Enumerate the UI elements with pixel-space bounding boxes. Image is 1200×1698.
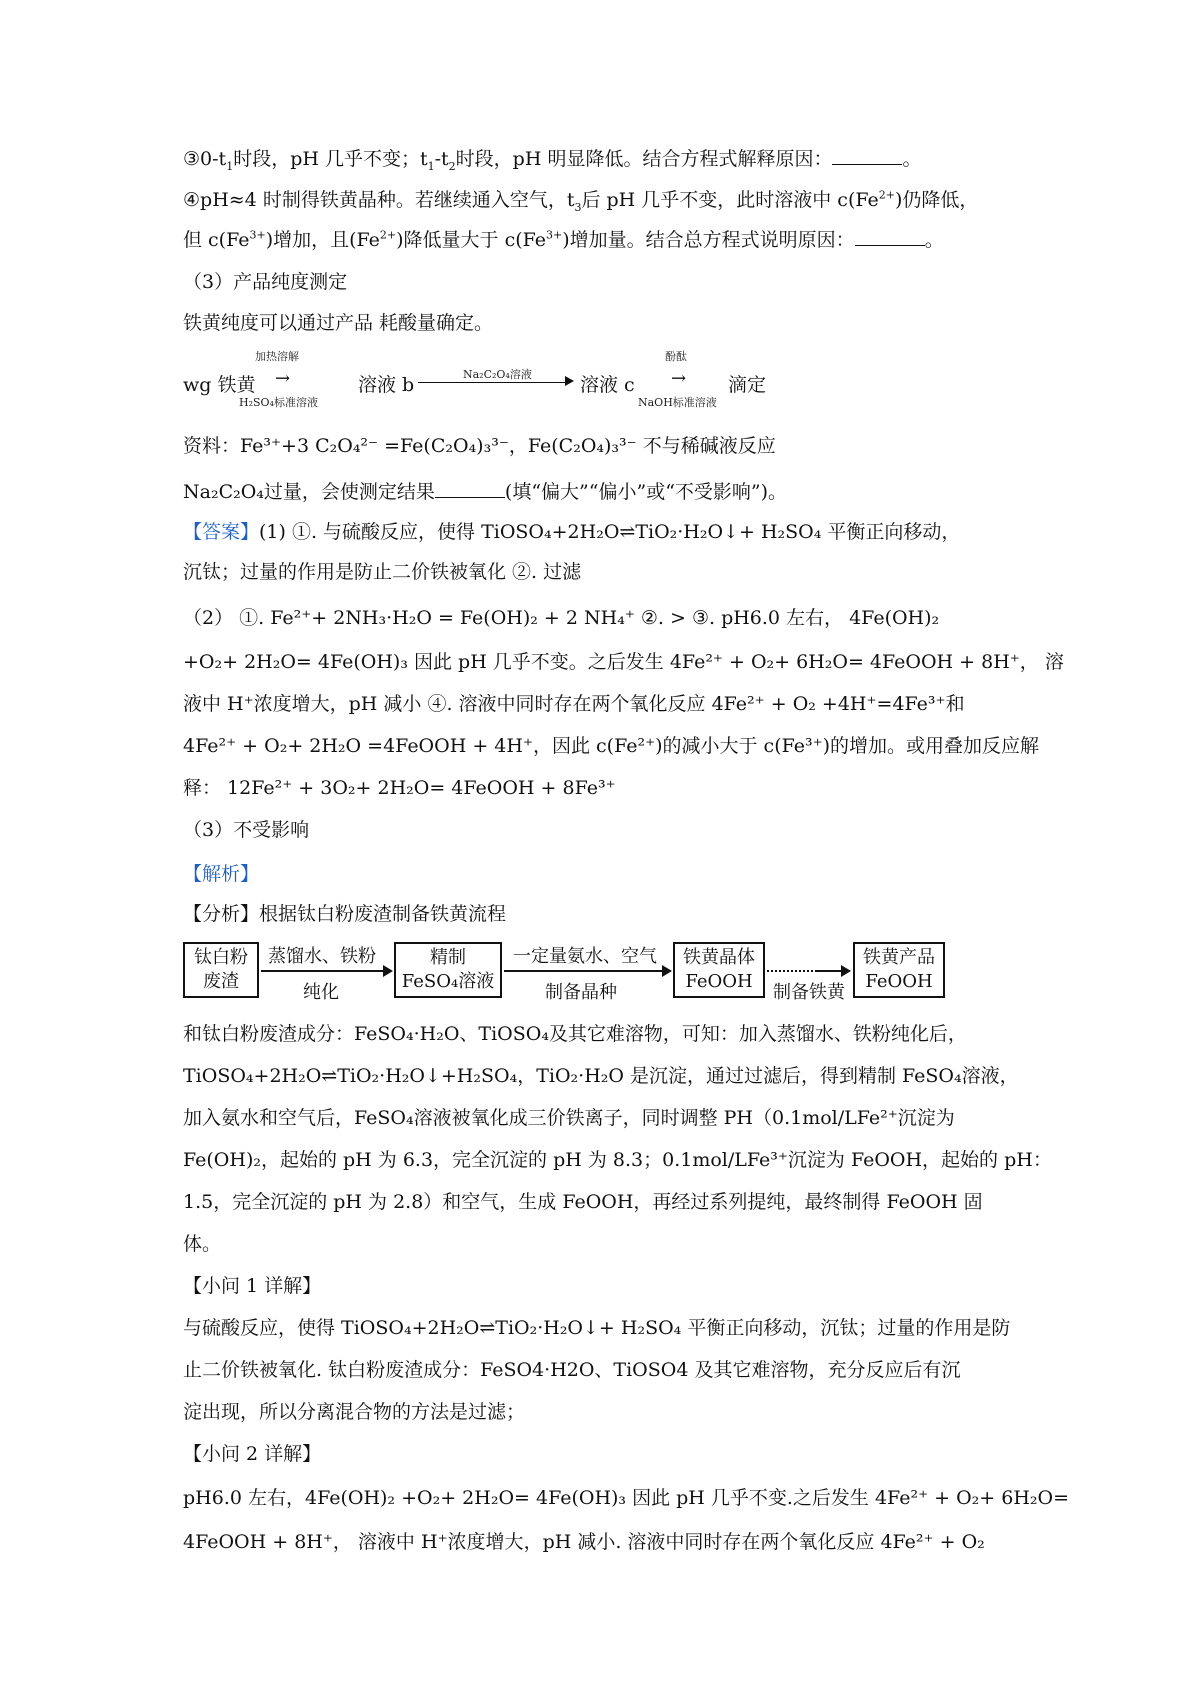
subscript: 2 (448, 159, 456, 173)
text: Na₂C₂O₄过量，会使测定结果 (183, 481, 435, 503)
flow-arrow-2-top: 一定量氨水、空气 (513, 946, 657, 967)
text: 。 (902, 148, 922, 170)
text: FeOOH (685, 971, 753, 992)
sub-question-1-line-2: 止二价铁被氧化. 钛白粉废渣成分：FeSO4·H2O、TiOSO4 及其它难溶物，充分反应后有沉 (183, 1359, 961, 1381)
flow-box-feso4 (394, 942, 502, 998)
arrow-1: → (275, 368, 291, 389)
answer-line-1 (183, 518, 960, 546)
scheme-start: wg 铁黄 (183, 374, 256, 396)
analysis-line-2: TiOSO₄+2H₂O⇌TiO₂·H₂O↓+H₂SO₄，TiO₂·H₂O 是沉淀，通过过滤后，得到精制 FeSO₄溶液， (183, 1065, 1019, 1087)
answer-blank (855, 231, 925, 246)
text: (填“偏大”“偏小”或“不受影响”)。 (504, 481, 788, 503)
flow-arrow-3-dotted (767, 970, 817, 972)
superscript: 3+ (546, 228, 563, 242)
analysis-line-1: 和钛白粉废渣成分：FeSO₄·H₂O、TiOSO₄及其它难溶物，可知：加入蒸馏水、铁粉纯化后， (183, 1023, 967, 1045)
analysis-line-5: 1.5，完全沉淀的 pH 为 2.8）和空气，生成 FeOOH，再经过系列提纯，最终制得 FeOOH 固 (183, 1191, 983, 1213)
text: ④pH≈4 时制得铁黄晶种。若继续通入空气，t (183, 189, 575, 211)
analysis-line-4: Fe(OH)₂，起始的 pH 为 6.3，完全沉淀的 pH 为 8.3；0.1mol/LFe³⁺沉淀为 FeOOH，起始的 pH： (183, 1149, 1052, 1171)
text: 废渣 (203, 971, 239, 992)
titration-scheme (183, 352, 783, 412)
arrow-1-condition-top: 加热溶解 (255, 350, 299, 363)
text: )增加，且(Fe (265, 229, 380, 251)
flow-arrow-1-head (383, 965, 393, 977)
scheme-end: 滴定 (728, 374, 767, 396)
question-excess (183, 478, 787, 506)
answer-line-6: 4Fe²⁺ + O₂+ 2H₂O =4FeOOH + 4H⁺，因此 c(Fe²⁺)的减小大于 c(Fe³⁺)的增加。或用叠加反应解 (183, 735, 1040, 757)
flow-arrow-2-head (662, 965, 672, 977)
scheme-solution-c: 溶液 c (580, 374, 635, 396)
flow-arrow-3-bottom: 制备铁黄 (773, 982, 845, 1003)
text: 精制 (430, 947, 466, 968)
arrow-2-condition-top: Na₂C₂O₄溶液 (463, 368, 532, 381)
answer-blank (832, 150, 902, 165)
text: )降低量大于 c(Fe (396, 229, 547, 251)
flow-arrow-2-bottom: 制备晶种 (545, 982, 617, 1003)
answer-line-3: （2） ①. Fe²⁺+ 2NH₃·H₂O = Fe(OH)₂ + 2 NH₄⁺ ②. > ③. pH6.0 左右， 4Fe(OH)₂ (183, 607, 940, 629)
flow-arrow-1-bottom: 纯化 (303, 982, 339, 1003)
text: 。 (924, 229, 944, 251)
sub-question-2-line-1: pH6.0 左右，4Fe(OH)₂ +O₂+ 2H₂O= 4Fe(OH)₃ 因此 pH 几乎不变.之后发生 4Fe²⁺ + O₂+ 6H₂O= (183, 1487, 1070, 1509)
sub-question-1-line-3: 淀出现，所以分离混合物的方法是过滤； (183, 1401, 526, 1423)
answer-line-5: 液中 H⁺浓度增大，pH 减小 ④. 溶液中同时存在两个氧化反应 4Fe²⁺ + O₂ +4H⁺=4Fe³⁺和 (183, 693, 965, 715)
sub-question-2-line-2: 4FeOOH + 8H⁺， 溶液中 H⁺浓度增大，pH 减小. 溶液中同时存在两个氧化反应 4Fe²⁺ + O₂ (183, 1531, 985, 1553)
flow-box-waste (183, 942, 259, 998)
text: FeSO₄溶液 (401, 971, 495, 992)
process-flowchart (183, 940, 1013, 1010)
answer-line-4: +O₂+ 2H₂O= 4Fe(OH)₃ 因此 pH 几乎不变。之后发生 4Fe²⁺ + O₂+ 6H₂O= 4FeOOH + 8H⁺， 溶 (183, 651, 1064, 673)
answer-line-2: 沉钛；过量的作用是防止二价铁被氧化 ②. 过滤 (183, 561, 582, 583)
arrow-2 (418, 382, 566, 383)
analysis-label: 【解析】 (183, 863, 260, 885)
question-item-4-line-1 (183, 186, 978, 214)
answer-line-8: （3）不受影响 (183, 819, 310, 841)
superscript: 2+ (379, 228, 397, 242)
question-item-4-line-2 (183, 226, 944, 254)
flow-arrow-2 (504, 970, 664, 972)
sub-question-1-line-1: 与硫酸反应，使得 TiOSO₄+2H₂O⇌TiO₂·H₂O↓+ H₂SO₄ 平衡正向移动，沉钛；过量的作用是防 (183, 1317, 1011, 1339)
arrow-3: → (671, 368, 687, 389)
text: )增加量。结合总方程式说明原因： (562, 229, 855, 251)
text: 钛白粉 (194, 947, 248, 968)
sub-question-2-title: 【小问 2 详解】 (183, 1443, 322, 1465)
reference-material: 资料：Fe³⁺+3 C₂O₄²⁻ =Fe(C₂O₄)₃³⁻，Fe(C₂O₄)₃³⁻ 不与稀碱液反应 (183, 435, 776, 457)
arrow-3-condition-top: 酚酞 (665, 350, 687, 363)
analysis-line-3: 加入氨水和空气后，FeSO₄溶液被氧化成三价铁离子，同时调整 PH（0.1mol/LFe²⁺沉淀为 (183, 1107, 955, 1129)
text: 铁黄晶体 (683, 947, 755, 968)
analysis-head: 【分析】根据钛白粉废渣制备铁黄流程 (183, 903, 507, 925)
subscript: 1 (427, 159, 435, 173)
answer-line-7: 释： 12Fe²⁺ + 3O₂+ 2H₂O= 4FeOOH + 8Fe³⁺ (183, 777, 616, 799)
flow-arrow-1 (261, 970, 385, 972)
flow-arrow-3-head (841, 965, 851, 977)
text: 但 c(Fe (183, 229, 250, 251)
arrow-1-condition-bottom: H₂SO₄标准溶液 (239, 396, 318, 409)
text: FeOOH (865, 971, 933, 992)
text: 后 pH 几乎不变，此时溶液中 c(Fe (581, 189, 879, 211)
scheme-solution-b: 溶液 b (358, 374, 415, 396)
text: 时段，pH 明显降低。结合方程式解释原因： (455, 148, 833, 170)
flow-box-product (853, 942, 945, 998)
superscript: 2+ (878, 188, 895, 202)
answer-blank (435, 483, 505, 498)
text: ③0-t (183, 148, 227, 170)
flow-arrow-1-top: 蒸馏水、铁粉 (268, 946, 376, 967)
sub-question-1-title: 【小问 1 详解】 (183, 1275, 322, 1297)
text: 时段，pH 几乎不变；t (233, 148, 428, 170)
arrow-2-head (565, 376, 574, 386)
flow-arrow-3 (817, 970, 843, 972)
answer-label: 【答案】 (183, 521, 260, 543)
subscript: 1 (226, 159, 234, 173)
text: (1) ①. 与硫酸反应，使得 TiOSO₄+2H₂O⇌TiO₂·H₂O↓+ H₂SO₄ 平衡正向移动， (259, 521, 961, 543)
text: )仍降低， (894, 189, 979, 211)
analysis-line-6: 体。 (183, 1233, 222, 1255)
question-item-3 (183, 145, 921, 173)
arrow-3-condition-bottom: NaOH标准溶液 (638, 396, 717, 409)
section-title: （3）产品纯度测定 (183, 271, 348, 293)
flow-box-crystal (673, 942, 765, 998)
text: 铁黄产品 (863, 947, 935, 968)
superscript: 3+ (249, 228, 266, 242)
text: -t (434, 148, 449, 170)
subscript: 3 (574, 200, 582, 214)
section-intro: 铁黄纯度可以通过产品 耗酸量确定。 (183, 312, 494, 334)
